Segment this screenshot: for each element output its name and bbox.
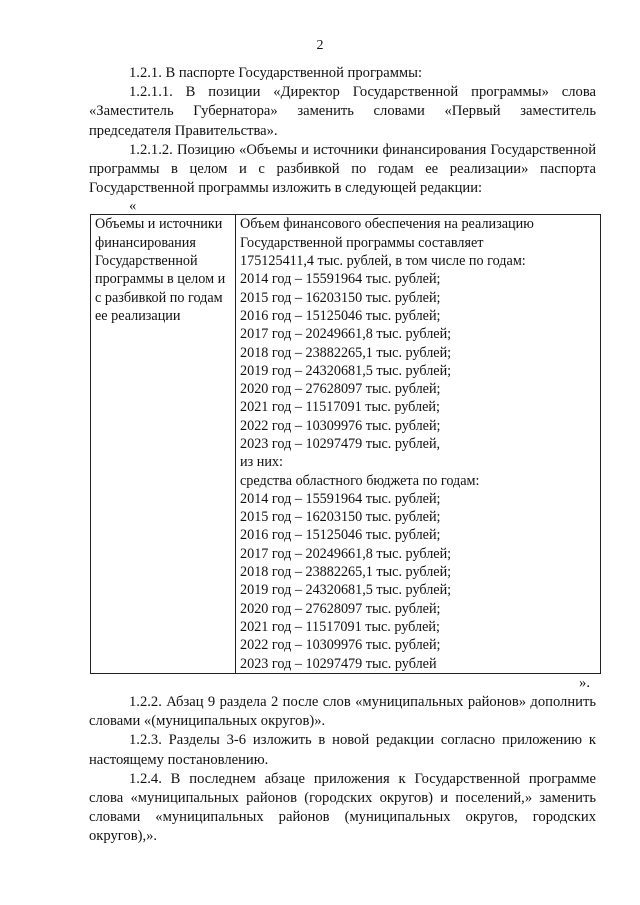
financing-line: 2020 год – 27628097 тыс. рублей; [240,381,441,398]
financing-line: 2018 год – 23882265,1 тыс. рублей; [240,564,452,581]
financing-line: 2017 год – 20249661,8 тыс. рублей; [240,545,452,562]
opening-quote: « [129,198,137,215]
financing-line: Государственной программы составляет [240,234,484,251]
financing-line: 2016 год – 15125046 тыс. рублей; [240,307,441,324]
financing-line: Объем финансового обеспечения на реализацию [240,216,534,233]
financing-line: 2015 год – 16203150 тыс. рублей; [240,509,441,526]
paragraph-1-2-1: 1.2.1. В паспорте Государственной программы: [129,65,423,81]
financing-line: 2021 год – 11517091 тыс. рублей; [240,399,440,416]
financing-line: 2016 год – 15125046 тыс. рублей; [240,527,441,544]
table-row [91,215,601,673]
paragraph-1-2-4: 1.2.4. В последнем абзаце приложения к Государственной программе слова «муниципальных районов (городских округов) и поселений,» заменить словами «муниципальных районов (муниципальных округов, городских округов),». [89,770,596,845]
financing-line: 2015 год – 16203150 тыс. рублей; [240,289,441,306]
financing-line: 2017 год – 20249661,8 тыс. рублей; [240,326,452,343]
financing-line: 2019 год – 24320681,5 тыс. рублей; [240,362,452,379]
financing-line: 2021 год – 11517091 тыс. рублей; [240,618,440,635]
financing-line: средства областного бюджета по годам: [240,472,480,489]
financing-line: 2022 год – 10309976 тыс. рублей; [240,637,441,654]
financing-values-cell [236,215,601,673]
financing-line: из них: [240,454,283,471]
paragraph-1-2-1-2: 1.2.1.2. Позицию «Объемы и источники финансирования Государственной программы в целом и с разбивкой по годам ее реализации» паспорта Государственной программы изложить в следующей редакции: [89,141,596,197]
paragraph-1-2-2: 1.2.2. Абзац 9 раздела 2 после слов «муниципальных районов» дополнить словами «(муниципальных округов)». [89,694,596,730]
financing-line: 2014 год – 15591964 тыс. рублей; [240,490,441,507]
financing-line: 2022 год – 10309976 тыс. рублей; [240,417,441,434]
page-number: 2 [316,38,324,53]
financing-table [90,214,601,673]
financing-line: 175125411,4 тыс. рублей, в том числе по годам: [240,253,526,270]
financing-line: 2023 год – 10297479 тыс. рублей, [240,435,441,452]
financing-line: 2020 год – 27628097 тыс. рублей; [240,600,441,617]
financing-line: 2018 год – 23882265,1 тыс. рублей; [240,344,452,361]
financing-line: 2019 год – 24320681,5 тыс. рублей; [240,582,452,599]
document-body [89,64,596,847]
financing-label-cell: Объемы и источники финансирования Государственной программы в целом и с разбивкой по годам ее реализации [91,215,236,673]
financing-line: 2014 год – 15591964 тыс. рублей; [240,271,441,288]
closing-quote: ». [579,674,590,691]
paragraph-1-2-1-1: 1.2.1.1. В позиции «Директор Государственной программы» слова «Заместитель Губернатора» заменить словами «Первый заместитель председателя Правительства». [89,84,596,139]
paragraph-1-2-3: 1.2.3. Разделы 3-6 изложить в новой редакции согласно приложению к настоящему постановлению. [89,732,596,768]
financing-line: 2023 год – 10297479 тыс. рублей [240,655,437,672]
